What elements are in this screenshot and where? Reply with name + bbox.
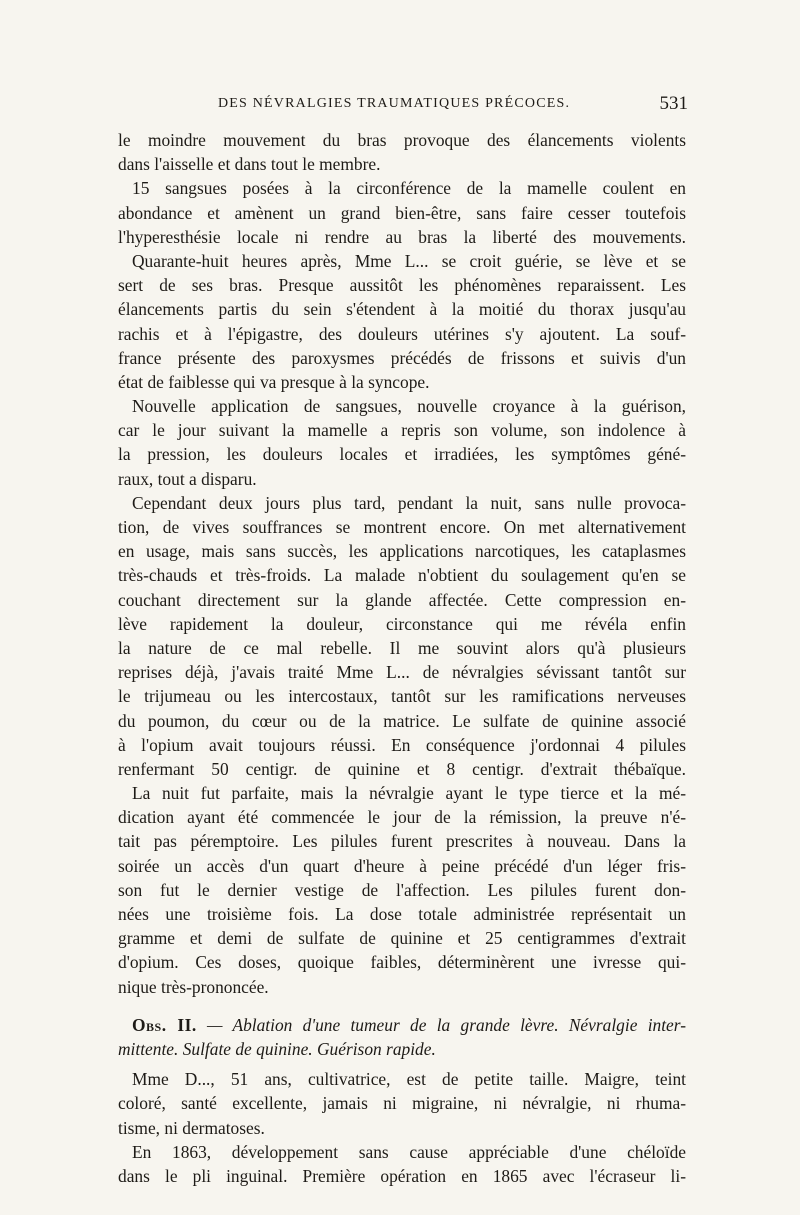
text-line: sert de ses bras. Presque aussitôt les phénomènes reparaissent. Les: [118, 275, 686, 296]
text-line: le moindre mouvement du bras provoque des élancements violents: [118, 130, 686, 150]
text-line: état de faiblesse qui va presque à la syncope.: [118, 371, 430, 392]
text-line: reprises déjà, j'avais traité Mme L... de névralgies sévissant tantôt sur: [118, 662, 686, 683]
text-line: du poumon, du cœur ou de la matrice. Le sulfate de quinine associé: [118, 710, 686, 731]
text-line: En 1863, développement sans cause appréciable d'une chéloïde: [132, 1141, 686, 1162]
section-gap: [118, 999, 686, 1013]
text-line: france présente des paroxysmes précédés de frissons et suivis d'un: [118, 347, 686, 368]
text-line: gramme et demi de sulfate de quinine et 25 centigrammes d'extrait: [118, 928, 686, 949]
text-line: tait pas péremptoire. Les pilules furent prescrites à nouveau. Dans la: [118, 831, 686, 852]
text-line: d'opium. Ces doses, quoique faibles, déterminèrent une ivresse qui-: [118, 952, 686, 973]
text-line: dication ayant été commencée le jour de la rémission, la preuve n'é-: [118, 807, 686, 828]
text-line: en usage, mais sans succès, les applications narcotiques, les cataplasmes: [118, 541, 686, 562]
running-header: [118, 93, 688, 122]
text-line: Cependant deux jours plus tard, pendant la nuit, sans nulle provoca-: [132, 492, 686, 513]
text-line: élancements partis du sein s'étendent à la moitié du thorax jusqu'au: [118, 299, 686, 320]
text-line: rachis et à l'épigastre, des douleurs utérines s'y ajoutent. La souf-: [118, 323, 686, 344]
text-line: La nuit fut parfaite, mais la névralgie ayant le type tierce et la mé-: [132, 783, 686, 804]
text-line: couchant directement sur la glande affectée. Cette compression en-: [118, 589, 686, 610]
text-line: coloré, santé excellente, jamais ni migraine, ni névralgie, ni rhuma-: [118, 1093, 686, 1114]
text-line: très-chauds et très-froids. La malade n'obtient du soulagement qu'en se: [118, 565, 686, 586]
text-line: Nouvelle application de sangsues, nouvelle croyance à la guérison,: [132, 396, 686, 417]
text-line: Quarante-huit heures après, Mme L... se croit guérie, se lève et se: [132, 250, 686, 271]
text-line: son fut le dernier vestige de l'affection. Les pilules furent don-: [118, 879, 686, 900]
text-line: car le jour suivant la mamelle a repris son volume, son indolence à: [118, 420, 686, 441]
text-line: lève rapidement la douleur, circonstance qui me révéla enfin: [118, 613, 686, 634]
text-line: soirée un accès d'un quart d'heure à peine précédé d'un léger fris-: [118, 855, 686, 876]
text-line: 15 sangsues posées à la circonférence de la mamelle coulent en: [132, 178, 686, 199]
text-line: la pression, les douleurs locales et irradiées, les symptômes géné-: [118, 444, 686, 465]
text-line: tisme, ni dermatoses.: [118, 1117, 265, 1138]
text-line: abondance et amènent un grand bien-être, sans faire cesser toutefois: [118, 202, 686, 223]
text-line: tion, de vives souffrances se montrent encore. On met alternativement: [118, 517, 686, 537]
text-line: raux, tout a disparu.: [118, 468, 257, 489]
text-line: à l'opium avait toujours réussi. En conséquence j'ordonnai 4 pilules: [118, 734, 686, 755]
text-line: Mme D..., 51 ans, cultivatrice, est de petite taille. Maigre, teint: [132, 1069, 686, 1090]
running-title: DES NÉVRALGIES TRAUMATIQUES PRÉCOCES.: [218, 96, 571, 111]
observation-label: Obs. II.: [132, 1014, 197, 1035]
text-line: l'hyperesthésie locale ni rendre au bras la liberté des mouvements.: [118, 226, 686, 247]
observation-heading: [118, 1013, 686, 1037]
text-line: nique très-prononcée.: [118, 976, 269, 997]
page-number: 531: [659, 93, 688, 114]
text-line: nées une troisième fois. La dose totale administrée représentait un: [118, 904, 686, 924]
observation-title-cont: mittente. Sulfate de quinine. Guérison rapide.: [118, 1038, 436, 1059]
text-line: dans le pli inguinal. Première opération en 1865 avec l'écraseur li-: [118, 1165, 686, 1186]
observation-title: — Ablation d'une tumeur de la grande lèvre. Névralgie inter-: [207, 1014, 686, 1035]
body-text: [118, 128, 686, 1188]
text-line: dans l'aisselle et dans tout le membre.: [118, 154, 381, 175]
text-line: la nature de ce mal rebelle. Il me souvint alors qu'à plusieurs: [118, 637, 686, 658]
text-line: renfermant 50 centigr. de quinine et 8 centigr. d'extrait thébaïque.: [118, 758, 686, 779]
text-line: le trijumeau ou les intercostaux, tantôt sur les ramifications nerveuses: [118, 686, 686, 707]
